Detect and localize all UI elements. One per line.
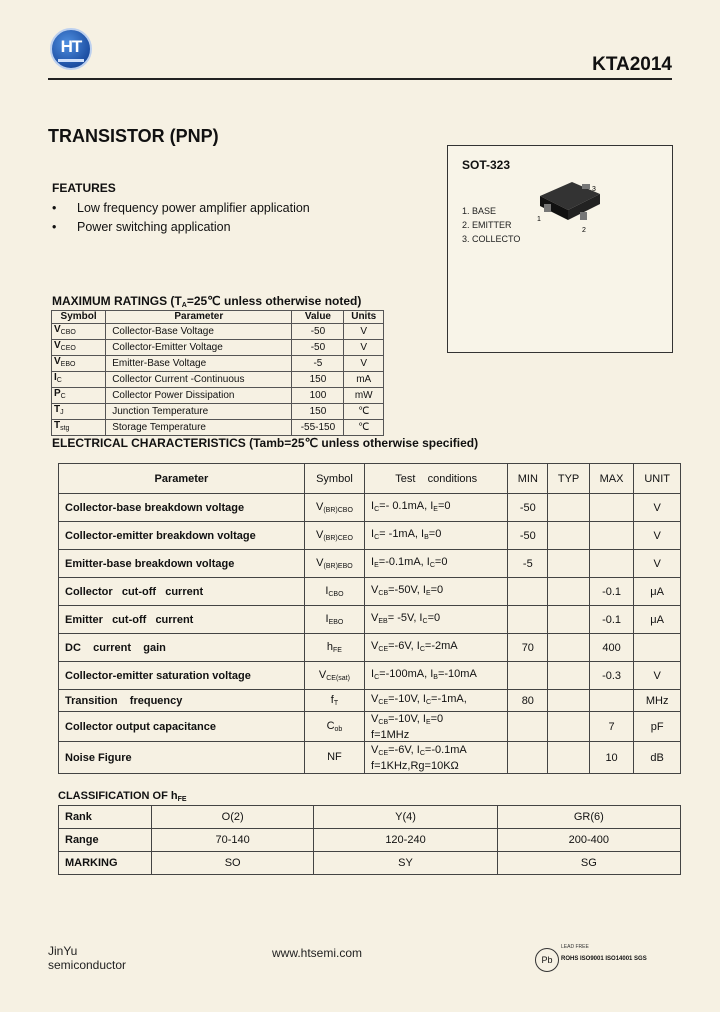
symbol-cell: $f_T$ [304, 690, 364, 712]
pin-item: 3. COLLECTO [462, 234, 521, 244]
condition-cell: $V_{CE}=-10V$, $I_C=-1mA$, [365, 690, 508, 712]
feature-item: Power switching application [77, 220, 231, 234]
table-row [52, 340, 384, 356]
table-row [59, 829, 681, 852]
unit-cell: μA [634, 606, 681, 634]
value-cell: SG [497, 852, 680, 875]
table-row [52, 324, 384, 340]
pin-label-3: 3 [592, 186, 596, 193]
pb-free-icon: Pb [535, 948, 559, 972]
typ-cell [548, 578, 590, 606]
parameter-cell: Collector-Emitter Voltage [106, 340, 292, 356]
symbol-cell: $T_J$ [52, 404, 106, 420]
logo-text: HT [60, 37, 82, 56]
symbol-cell: $V_{(BR)CBO}$ [304, 494, 364, 522]
column-header: Value [292, 311, 344, 324]
unit-cell: V [344, 324, 384, 340]
condition-cell: $V_{CB}=-50V$, $I_E=0$ [365, 578, 508, 606]
condition-cell: $V_{CE}=-6V$, $I_C=-0.1mA$ f=1KHz,Rg=10KΩ [365, 742, 508, 774]
symbol-cell: $V_{(BR)CEO}$ [304, 522, 364, 550]
table-row [59, 852, 681, 875]
table-row [59, 578, 681, 606]
table-row [59, 550, 681, 578]
condition-cell: $I_C=-100mA$, $I_B=-10mA$ [365, 662, 508, 690]
lead-free-label: LEAD FREE [561, 944, 589, 950]
min-cell: -5 [508, 550, 548, 578]
header-divider [48, 78, 672, 80]
typ-cell [548, 494, 590, 522]
unit-cell: V [634, 522, 681, 550]
table-row [52, 388, 384, 404]
parameter-cell: Collector-emitter saturation voltage [59, 662, 305, 690]
table-row [59, 712, 681, 742]
column-header: Test conditions [365, 464, 508, 494]
features-section: FEATURES • Low frequency power amplifier application • Power switching application [52, 181, 310, 234]
value-cell: O(2) [152, 806, 314, 829]
value-cell: 100 [292, 388, 344, 404]
table-row [59, 690, 681, 712]
column-header: Parameter [59, 464, 305, 494]
page-title: TRANSISTOR (PNP) [48, 126, 219, 146]
table-row [59, 662, 681, 690]
symbol-cell: $T_{stg}$ [52, 420, 106, 436]
min-cell: 70 [508, 634, 548, 662]
column-header: Symbol [52, 311, 106, 324]
row-label-cell: Range [59, 829, 152, 852]
min-cell [508, 578, 548, 606]
company-line1: JinYu [48, 944, 78, 958]
table-row [59, 742, 681, 774]
condition-cell: $V_{CB}=-10V$, $I_E=0$ f=1MHz [365, 712, 508, 742]
column-header: TYP [548, 464, 590, 494]
website-link[interactable]: www.htsemi.com [272, 946, 363, 960]
parameter-cell: Collector Current -Continuous [106, 372, 292, 388]
package-box [447, 145, 673, 353]
max-cell [589, 550, 633, 578]
symbol-cell: NF [304, 742, 364, 774]
row-label-cell: MARKING [59, 852, 152, 875]
symbol-cell: $V_{CE(sat)}$ [304, 662, 364, 690]
table-row [52, 404, 384, 420]
parameter-cell: Junction Temperature [106, 404, 292, 420]
value-cell: Y(4) [314, 806, 497, 829]
condition-cell: $I_E=-0.1mA$, $I_C=0$ [365, 550, 508, 578]
max-cell: 400 [589, 634, 633, 662]
parameter-cell: DC current gain [59, 634, 305, 662]
min-cell: -50 [508, 494, 548, 522]
symbol-cell: $h_{FE}$ [304, 634, 364, 662]
part-number: KTA2014 [592, 54, 672, 75]
unit-cell: mA [344, 372, 384, 388]
unit-cell: MHz [634, 690, 681, 712]
min-cell [508, 742, 548, 774]
value-cell: 200-400 [497, 829, 680, 852]
symbol-cell: $V_{(BR)EBO}$ [304, 550, 364, 578]
unit-cell: V [634, 494, 681, 522]
unit-cell: V [634, 662, 681, 690]
value-cell: 150 [292, 404, 344, 420]
row-label-cell: Rank [59, 806, 152, 829]
cert-label: ROHS ISO9001 ISO14001 SGS [561, 956, 647, 962]
symbol-cell: $V_{CEO}$ [52, 340, 106, 356]
electrical-table [58, 463, 681, 774]
value-cell: -50 [292, 340, 344, 356]
unit-cell: ℃ [344, 420, 384, 436]
parameter-cell: Emitter cut-off current [59, 606, 305, 634]
pin-list [462, 204, 520, 246]
pin-label-1: 1 [537, 216, 541, 223]
parameter-cell: Collector output capacitance [59, 712, 305, 742]
package-name: SOT-323 [462, 158, 511, 172]
symbol-cell: $V_{CBO}$ [52, 324, 106, 340]
column-header: UNIT [634, 464, 681, 494]
column-header: Parameter [106, 311, 292, 324]
parameter-cell: Transition frequency [59, 690, 305, 712]
parameter-cell: Noise Figure [59, 742, 305, 774]
max-cell: 7 [589, 712, 633, 742]
min-cell [508, 606, 548, 634]
max-cell: -0.3 [589, 662, 633, 690]
table-row [52, 420, 384, 436]
column-header: MAX [589, 464, 633, 494]
table-row [59, 494, 681, 522]
unit-cell: dB [634, 742, 681, 774]
column-header: MIN [508, 464, 548, 494]
max-cell [589, 690, 633, 712]
typ-cell [548, 742, 590, 774]
unit-cell: μA [634, 578, 681, 606]
value-cell: 120-240 [314, 829, 497, 852]
parameter-cell: Storage Temperature [106, 420, 292, 436]
value-cell: SO [152, 852, 314, 875]
feature-item: Low frequency power amplifier application [77, 201, 310, 215]
typ-cell [548, 712, 590, 742]
table-row [59, 522, 681, 550]
symbol-cell: $I_{CBO}$ [304, 578, 364, 606]
value-cell: GR(6) [497, 806, 680, 829]
classification-heading: CLASSIFICATION OF $h_{FE}$ [58, 790, 187, 803]
value-cell: 70-140 [152, 829, 314, 852]
min-cell: -50 [508, 522, 548, 550]
symbol-cell: $I_{EBO}$ [304, 606, 364, 634]
typ-cell [548, 550, 590, 578]
typ-cell [548, 634, 590, 662]
max-cell [589, 522, 633, 550]
unit-cell: ℃ [344, 404, 384, 420]
typ-cell [548, 662, 590, 690]
symbol-cell: $I_C$ [52, 372, 106, 388]
parameter-cell: Collector Power Dissipation [106, 388, 292, 404]
unit-cell: V [344, 340, 384, 356]
condition-cell: $V_{CE}=-6V$, $I_C=-2mA$ [365, 634, 508, 662]
unit-cell: V [634, 550, 681, 578]
electrical-heading: ELECTRICAL CHARACTERISTICS (Tamb=25℃ unless otherwise specified) [52, 436, 479, 450]
company-line2: semiconductor [48, 958, 127, 972]
certification-logos [535, 944, 675, 974]
parameter-cell: Emitter-base breakdown voltage [59, 550, 305, 578]
max-ratings-heading: MAXIMUM RATINGS ($T_A=25℃$ unless otherwise noted) [52, 294, 362, 309]
typ-cell [548, 606, 590, 634]
max-cell: -0.1 [589, 606, 633, 634]
min-cell [508, 712, 548, 742]
parameter-cell: Collector-base breakdown voltage [59, 494, 305, 522]
max-cell [589, 494, 633, 522]
min-cell: 80 [508, 690, 548, 712]
parameter-cell: Collector-emitter breakdown voltage [59, 522, 305, 550]
column-header: Units [344, 311, 384, 324]
table-row [59, 806, 681, 829]
company-logo [50, 28, 92, 70]
max-cell: 10 [589, 742, 633, 774]
typ-cell [548, 690, 590, 712]
parameter-cell: Emitter-Base Voltage [106, 356, 292, 372]
column-header: Symbol [304, 464, 364, 494]
features-heading: FEATURES [52, 181, 116, 195]
symbol-cell: $V_{EBO}$ [52, 356, 106, 372]
condition-cell: $V_{EB}= -5V$, $I_C=0$ [365, 606, 508, 634]
pin-item: 1. BASE [462, 206, 497, 216]
value-cell: SY [314, 852, 497, 875]
min-cell [508, 662, 548, 690]
unit-cell: V [344, 356, 384, 372]
unit-cell: mW [344, 388, 384, 404]
unit-cell [634, 634, 681, 662]
condition-cell: $I_C= -1mA$, $I_B=0$ [365, 522, 508, 550]
classification-table [58, 805, 681, 875]
symbol-cell: $C_{ob}$ [304, 712, 364, 742]
value-cell: -5 [292, 356, 344, 372]
typ-cell [548, 522, 590, 550]
symbol-cell: $P_C$ [52, 388, 106, 404]
table-row [59, 606, 681, 634]
value-cell: -50 [292, 324, 344, 340]
sot323-package-image [530, 176, 610, 236]
value-cell: -55-150 [292, 420, 344, 436]
condition-cell: $I_C=-$ 0.1mA, $I_E=0$ [365, 494, 508, 522]
max-ratings-table [51, 310, 384, 436]
max-cell: -0.1 [589, 578, 633, 606]
table-row [59, 634, 681, 662]
table-row [52, 372, 384, 388]
parameter-cell: Collector-Base Voltage [106, 324, 292, 340]
pin-item: 2. EMITTER [462, 220, 512, 230]
pin-label-2: 2 [582, 227, 586, 234]
company-name [48, 944, 126, 972]
value-cell: 150 [292, 372, 344, 388]
parameter-cell: Collector cut-off current [59, 578, 305, 606]
unit-cell: pF [634, 712, 681, 742]
table-row [52, 356, 384, 372]
